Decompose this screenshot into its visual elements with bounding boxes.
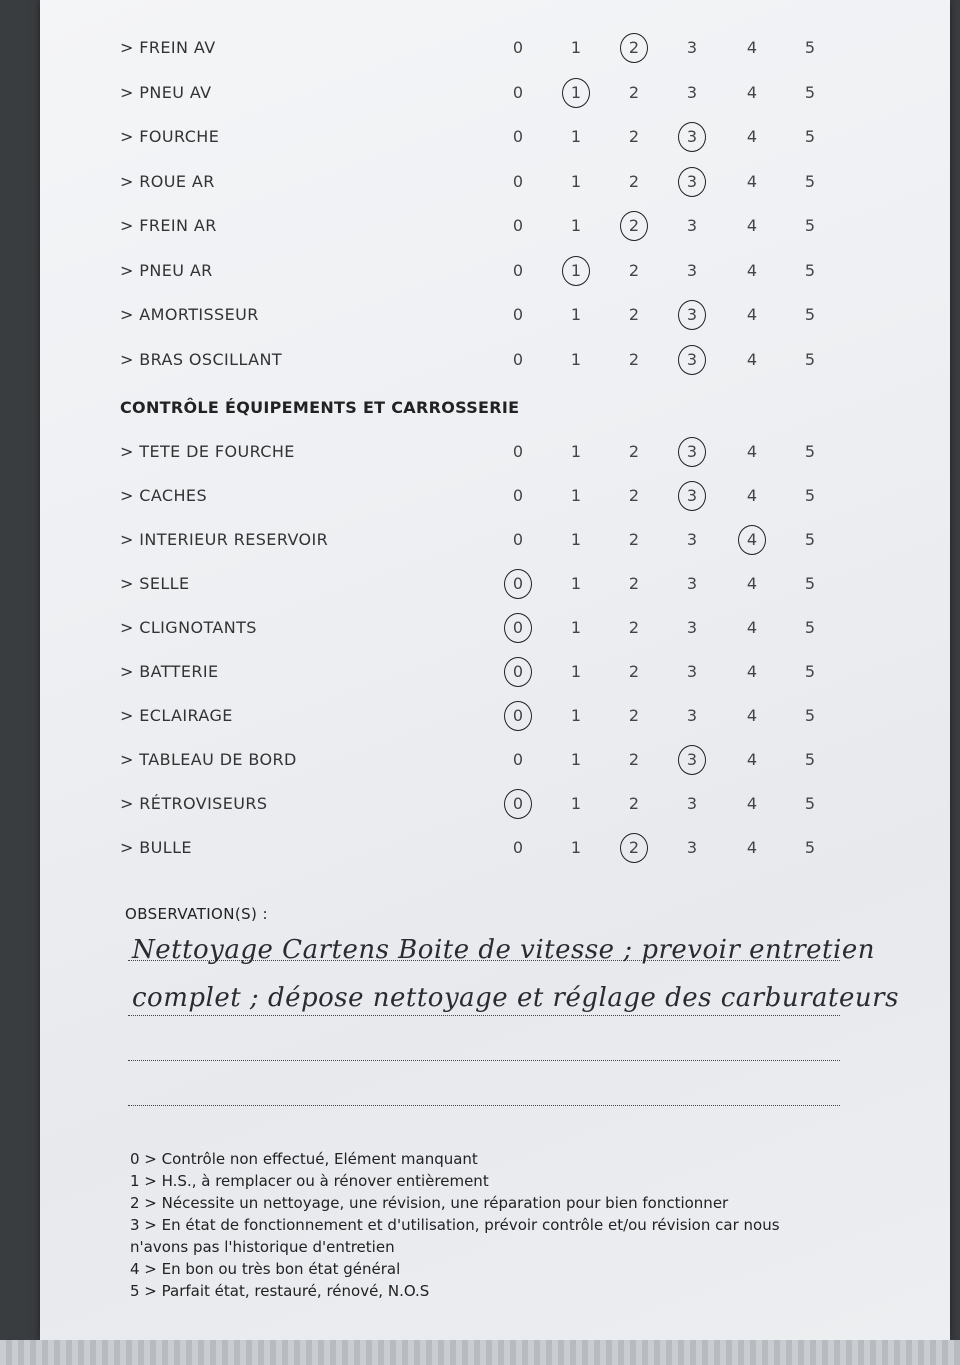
checklist-row <box>40 212 950 242</box>
checklist-item-label: > RÉTROVISEURS <box>120 794 268 813</box>
rating-option: 3 <box>686 618 698 637</box>
legend-line: 0 > Contrôle non effectué, Elément manquant <box>130 1150 478 1168</box>
rating-option: 3 <box>686 574 698 593</box>
rating-option: 4 <box>746 127 758 146</box>
rating-option: 2 <box>628 618 640 637</box>
rating-option: 5 <box>804 260 816 280</box>
rating-option: 3 <box>686 794 698 813</box>
rating-selected: 3 <box>680 172 704 191</box>
checklist-row <box>40 257 950 287</box>
rating-option: 5 <box>804 574 816 593</box>
checklist-row <box>40 346 950 376</box>
rating-option: 3 <box>686 260 698 280</box>
rating-option: 2 <box>628 750 640 769</box>
rating-option: 4 <box>746 838 758 857</box>
rating-option: 4 <box>746 618 758 637</box>
rating-option: 2 <box>628 574 640 593</box>
checklist-item-label: > SELLE <box>120 574 190 593</box>
rating-option: 2 <box>628 305 640 324</box>
section-title-equipment: CONTRÔLE ÉQUIPEMENTS ET CARROSSERIE <box>120 398 520 417</box>
checklist-row <box>40 526 950 556</box>
checklist-row <box>40 570 950 600</box>
checklist-item-label: > ECLAIRAGE <box>120 706 233 725</box>
rating-option: 4 <box>746 349 758 369</box>
rating-option: 2 <box>628 530 640 549</box>
plastic-sleeve-edge <box>0 1340 960 1365</box>
rating-option: 5 <box>804 530 816 549</box>
checklist-row <box>40 834 950 864</box>
legend-line: n'avons pas l'historique d'entretien <box>130 1238 395 1256</box>
legend-line: 1 > H.S., à remplacer ou à rénover entièrement <box>130 1172 489 1190</box>
rating-option: 2 <box>628 662 640 681</box>
rating-option: 0 <box>512 750 524 769</box>
rating-option: 1 <box>570 750 582 769</box>
rating-option: 2 <box>628 171 640 191</box>
rating-option: 4 <box>746 38 758 57</box>
checklist-item-label: > AMORTISSEUR <box>120 305 259 324</box>
inspection-sheet <box>40 0 950 1340</box>
checklist-row <box>40 301 950 331</box>
rating-selected: 3 <box>680 486 704 505</box>
rating-option: 0 <box>512 127 524 146</box>
rating-option: 5 <box>804 171 816 191</box>
checklist-row <box>40 123 950 153</box>
checklist-item-label: > FOURCHE <box>120 127 220 146</box>
rating-option: 5 <box>804 838 816 857</box>
rating-selected: 0 <box>506 662 530 681</box>
rating-option: 5 <box>804 82 816 102</box>
rating-selected: 4 <box>740 530 764 549</box>
rating-option: 2 <box>628 794 640 813</box>
rating-option: 0 <box>512 486 524 505</box>
rating-option: 1 <box>570 38 582 57</box>
rating-option: 4 <box>746 794 758 813</box>
rating-option: 5 <box>804 750 816 769</box>
rating-option: 1 <box>570 662 582 681</box>
rating-selected: 1 <box>564 83 588 102</box>
rating-option: 5 <box>804 486 816 505</box>
rating-option: 5 <box>804 618 816 637</box>
rating-option: 1 <box>570 618 582 637</box>
rating-option: 4 <box>746 171 758 191</box>
rating-option: 5 <box>804 38 816 57</box>
rating-option: 1 <box>570 838 582 857</box>
observations-title: OBSERVATION(S) : <box>125 905 268 923</box>
checklist-item-label: > CACHES <box>120 486 207 505</box>
checklist-item-label: > TABLEAU DE BORD <box>120 750 297 769</box>
rating-option: 3 <box>686 38 698 57</box>
rating-selected: 0 <box>506 574 530 593</box>
rating-option: 2 <box>628 442 640 461</box>
checklist-item-label: > BRAS OSCILLANT <box>120 349 283 369</box>
checklist-row <box>40 482 950 512</box>
rating-option: 2 <box>628 127 640 146</box>
rating-option: 2 <box>628 260 640 280</box>
rating-selected: 3 <box>680 350 704 369</box>
rating-option: 1 <box>570 305 582 324</box>
rating-selected: 0 <box>506 618 530 637</box>
checklist-item-label: > FREIN AR <box>120 216 217 235</box>
rating-option: 5 <box>804 127 816 146</box>
rating-option: 2 <box>628 486 640 505</box>
rating-option: 1 <box>570 574 582 593</box>
rating-option: 4 <box>746 750 758 769</box>
rating-option: 5 <box>804 442 816 461</box>
rating-option: 3 <box>686 530 698 549</box>
rating-option: 0 <box>512 349 524 369</box>
observation-line-4 <box>128 1075 840 1106</box>
observation-line-3 <box>128 1030 840 1061</box>
rating-option: 3 <box>686 706 698 725</box>
rating-option: 0 <box>512 82 524 102</box>
checklist-row <box>40 168 950 198</box>
rating-option: 4 <box>746 260 758 280</box>
rating-selected: 2 <box>622 838 646 857</box>
observation-text-1: Nettoyage Cartens Boite de vitesse ; prevoir entretien <box>132 935 875 965</box>
rating-option: 1 <box>570 486 582 505</box>
checklist-item-label: > CLIGNOTANTS <box>120 618 257 637</box>
rating-selected: 1 <box>564 261 588 280</box>
rating-option: 4 <box>746 486 758 505</box>
checklist-row <box>40 746 950 776</box>
rating-option: 0 <box>512 442 524 461</box>
legend-line: 2 > Nécessite un nettoyage, une révision, une réparation pour bien fonctionner <box>130 1194 729 1212</box>
rating-option: 5 <box>804 706 816 725</box>
checklist-item-label: > BULLE <box>120 838 192 857</box>
rating-selected: 2 <box>622 216 646 235</box>
checklist-item-label: > TETE DE FOURCHE <box>120 442 295 461</box>
rating-option: 2 <box>628 82 640 102</box>
rating-option: 3 <box>686 662 698 681</box>
checklist-item-label: > INTERIEUR RESERVOIR <box>120 530 329 549</box>
rating-selected: 2 <box>622 38 646 57</box>
legend-line: 4 > En bon ou très bon état général <box>130 1260 401 1278</box>
checklist-row <box>40 658 950 688</box>
rating-option: 0 <box>512 216 524 235</box>
rating-option: 4 <box>746 305 758 324</box>
rating-option: 3 <box>686 838 698 857</box>
rating-option: 4 <box>746 574 758 593</box>
checklist-row <box>40 438 950 468</box>
rating-selected: 3 <box>680 305 704 324</box>
rating-option: 5 <box>804 794 816 813</box>
rating-selected: 3 <box>680 442 704 461</box>
rating-selected: 0 <box>506 706 530 725</box>
rating-option: 1 <box>570 794 582 813</box>
rating-option: 3 <box>686 216 698 235</box>
rating-option: 4 <box>746 662 758 681</box>
rating-option: 0 <box>512 38 524 57</box>
rating-option: 3 <box>686 82 698 102</box>
checklist-item-label: > PNEU AV <box>120 82 212 102</box>
checklist-row <box>40 34 950 64</box>
rating-option: 2 <box>628 349 640 369</box>
rating-option: 5 <box>804 349 816 369</box>
rating-option: 1 <box>570 171 582 191</box>
checklist-item-label: > BATTERIE <box>120 662 219 681</box>
rating-selected: 3 <box>680 127 704 146</box>
rating-option: 1 <box>570 349 582 369</box>
rating-option: 0 <box>512 530 524 549</box>
checklist-item-label: > ROUE AR <box>120 171 215 191</box>
observation-text-2: complet ; dépose nettoyage et réglage des carburateurs <box>132 983 899 1013</box>
rating-option: 4 <box>746 216 758 235</box>
rating-option: 4 <box>746 442 758 461</box>
legend-line: 5 > Parfait état, restauré, rénové, N.O.S <box>130 1282 430 1300</box>
rating-option: 1 <box>570 216 582 235</box>
rating-option: 5 <box>804 216 816 235</box>
rating-option: 0 <box>512 171 524 191</box>
rating-option: 1 <box>570 706 582 725</box>
rating-option: 5 <box>804 662 816 681</box>
rating-option: 4 <box>746 706 758 725</box>
checklist-item-label: > FREIN AV <box>120 38 216 57</box>
checklist-row <box>40 790 950 820</box>
rating-option: 0 <box>512 838 524 857</box>
checklist-row <box>40 79 950 109</box>
checklist-row <box>40 614 950 644</box>
rating-option: 1 <box>570 442 582 461</box>
rating-option: 0 <box>512 305 524 324</box>
rating-option: 4 <box>746 82 758 102</box>
rating-option: 1 <box>570 530 582 549</box>
checklist-item-label: > PNEU AR <box>120 260 213 280</box>
rating-option: 5 <box>804 305 816 324</box>
legend-line: 3 > En état de fonctionnement et d'utilisation, prévoir contrôle et/ou révision car nous <box>130 1216 780 1234</box>
rating-option: 1 <box>570 127 582 146</box>
rating-selected: 3 <box>680 750 704 769</box>
rating-selected: 0 <box>506 794 530 813</box>
checklist-row <box>40 702 950 732</box>
rating-option: 0 <box>512 260 524 280</box>
rating-option: 2 <box>628 706 640 725</box>
rating-legend <box>130 1148 850 1302</box>
